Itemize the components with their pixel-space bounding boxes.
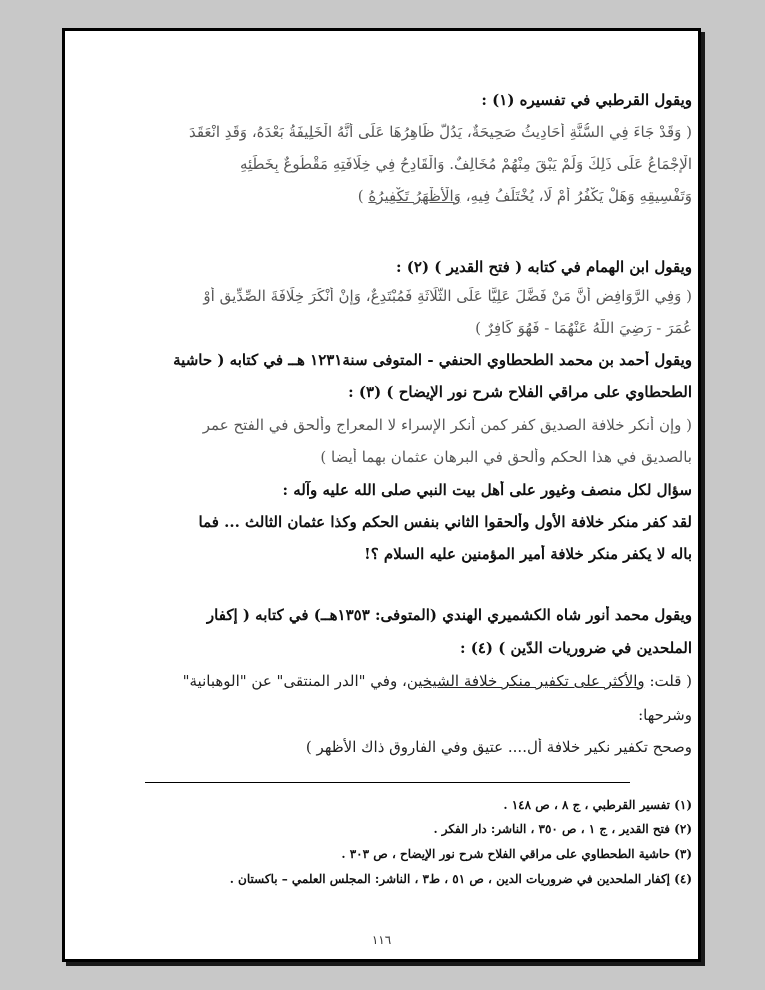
ibn-humam-quote-line-2: عُمَرَ - رَضِيَ اللَّهُ عَنْهُمَا - فَهُوَ كَافِرٌ ) [475,319,692,337]
qurtubi-heading: ويقول القرطبي في تفسيره (١) : [481,91,692,109]
page-frame [62,28,701,962]
page-number: ١١٦ [371,933,392,947]
qurtubi-quote-line-3-start: وَتَفْسِيقِهِ وَهَلْ يَكْفُرُ أَمْ لَا، يُخْتَلَفُ فِيهِ، [460,187,692,205]
kashmiri-quote-start: ( قلت: [644,672,692,690]
kashmiri-heading-line-2: الملحدين في ضروريات الدّين ) (٤) : [460,639,692,657]
tahtawi-heading-line-1: ويقول أحمد بن محمد الطحطاوي الحنفي - المتوفى سنة١٢٣١ هــ في كتابه ( حاشية [173,351,692,369]
qurtubi-quote-line-2: الْإِجْمَاعُ عَلَى ذَلِكَ وَلَمْ يَبْقَ مِنْهُمْ مُخَالِفٌ. وَالْقَادِحُ فِي خِلَافَتِهِ مَقْطُوعٌ بِخَطَئِهِ [239,155,692,173]
question-line-1: سؤال لكل منصف وغيور على أهل بيت النبي صلى الله عليه وآله : [282,481,692,499]
kashmiri-heading-line-1: ويقول محمد أنور شاه الكشميري الهندي (المتوفى: ١٣٥٣هــ) في كتابه ( إكفار [206,606,692,624]
footnote-3: (٣) حاشية الطحطاوي على مراقي الفلاح شرح نور الإيضاح ، ص ٣٠٣ . [341,847,692,861]
tahtawi-quote-line-1: ( وإن أنكر خلافة الصديق كفر كمن أنكر الإسراء لا المعراج وألحق في الفتح عمر [202,416,692,434]
tahtawi-quote-line-2: بالصديق في هذا الحكم وألحق في البرهان عثمان بهما أيضا ) [320,448,692,466]
qurtubi-quote-underlined: وَالْأَظْهَرُ تَكْفِيرُهُ [368,187,461,205]
ibn-humam-heading: ويقول ابن الهمام في كتابه ( فتح القدير ) (٢) : [396,258,692,276]
footnote-1: (١) تفسير القرطبي ، ج ٨ ، ص ١٤٨ . [503,798,692,812]
qurtubi-quote-line-3 [152,187,692,205]
kashmiri-quote-line-1 [152,672,692,690]
qurtubi-quote-line-3-end: ) [357,187,369,205]
tahtawi-heading-line-2: الطحطاوي على مراقي الفلاح شرح نور الإيضاح ) (٣) : [348,383,692,401]
footnote-4: (٤) إكفار الملحدين في ضروريات الدين ، ص ٥١ ، ط٣ ، الناشر: المجلس العلمي – باكستان . [229,872,692,886]
kashmiri-quote-underlined: والأكثر على تكفير منكر خلافة الشيخين [406,672,645,690]
ibn-humam-quote-line-1: ( وَفِي الرَّوَافِضِ أَنَّ مَنْ فَضَّلَ عَلِيًّا عَلَى الثَّلَاثَةِ فَمُبْتَدِعٌ، وَإِنْ أَنْكَرَ خِلَافَةَ الصِّدِّيقِ أَوْ [203,287,692,305]
kashmiri-quote-line-2: وشرحها: [638,706,692,724]
footnote-separator [145,782,630,783]
kashmiri-quote-rest: ، وفي "الدر المنتقى" عن "الوهبانية" [182,672,407,690]
question-line-2: لقد كفر منكر خلافة الأول وألحقوا الثاني بنفس الحكم وكذا عثمان الثالث ... فما [198,513,692,531]
question-line-3: باله لا يكفر منكر خلافة أمير المؤمنين عليه السلام ؟! [364,545,692,563]
footnote-2: (٢) فتح القدير ، ج ١ ، ص ٣٥٠ ، الناشر: دار الفكر . [433,822,692,836]
kashmiri-quote-line-3: وصحح تكفير نكير خلافة أل.... عتيق وفي الفاروق ذاك الأظهر ) [305,738,692,756]
qurtubi-quote-line-1: ( وَقَدْ جَاءَ فِي السُّنَّةِ أَحَادِيثُ صَحِيحَةٌ، يَدُلُّ ظَاهِرُهَا عَلَى أَنَّهُ الْخَلِيفَةُ بَعْدَهُ، وَقَدِ انْعَقَدَ [188,123,692,141]
